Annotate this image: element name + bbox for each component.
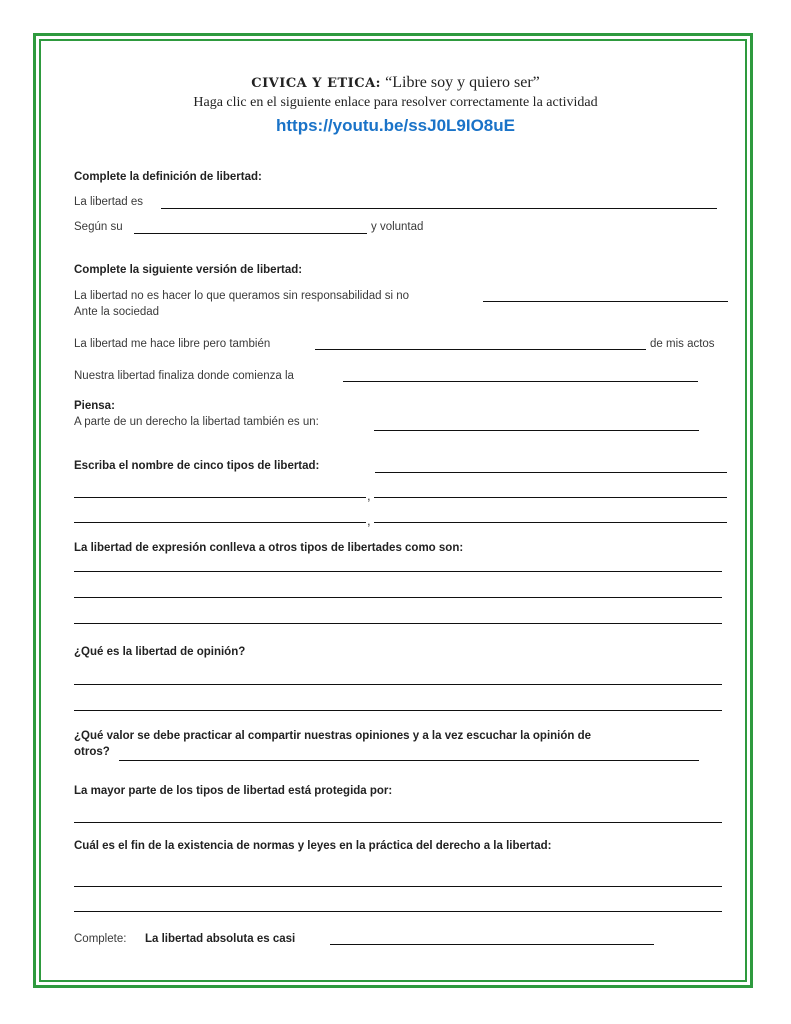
- q4-answer-line-2[interactable]: [74, 497, 366, 498]
- q6-answer-line-2[interactable]: [74, 710, 722, 711]
- q2-line1-label: La libertad no es hacer lo que queramos sin responsabilidad si no: [74, 290, 409, 302]
- q3-line1-label: A parte de un derecho la libertad también es un:: [74, 416, 319, 428]
- q2-line2-label: La libertad me hace libre pero también: [74, 338, 271, 350]
- worksheet-title: [0, 74, 791, 93]
- q4-answer-line-3[interactable]: [374, 497, 727, 498]
- q5-answer-line-2[interactable]: [74, 597, 722, 598]
- q5-answer-line-1[interactable]: [74, 571, 722, 572]
- subject-title: CIVICA Y ETICA:: [251, 76, 381, 91]
- q1-heading: Complete la definición de libertad:: [74, 171, 262, 183]
- q6-answer-line-1[interactable]: [74, 684, 722, 685]
- q4-heading: Escriba el nombre de cinco tipos de libertad:: [74, 460, 320, 472]
- q7-heading: ¿Qué valor se debe practicar al compartir nuestras opiniones y a la vez escuchar la opinión de: [74, 730, 592, 742]
- q7-heading-cont: otros?: [74, 746, 110, 758]
- q2-line3-label: Nuestra libertad finaliza donde comienza la: [74, 370, 294, 382]
- q2-line1-cont: Ante la sociedad: [74, 306, 160, 318]
- q1-answer-line-2[interactable]: [134, 233, 367, 234]
- q10-statement: La libertad absoluta es casi: [145, 933, 296, 945]
- q1-answer-line-1[interactable]: [161, 208, 717, 209]
- q3-heading: Piensa:: [74, 400, 115, 412]
- q5-answer-line-3[interactable]: [74, 623, 722, 624]
- q2-heading: Complete la siguiente versión de libertad:: [74, 264, 303, 276]
- q4-answer-line-4[interactable]: [74, 522, 366, 523]
- q2-line2-suffix: de mis actos: [650, 338, 715, 350]
- q4-comma-2: ,: [367, 513, 371, 528]
- q4-answer-line-5[interactable]: [374, 522, 727, 523]
- q9-heading: Cuál es el fin de la existencia de normas y leyes en la práctica del derecho a la libertad:: [74, 840, 552, 852]
- q6-heading: ¿Qué es la libertad de opinión?: [74, 646, 246, 658]
- q10-prefix: Complete:: [74, 933, 127, 945]
- q3-answer-line[interactable]: [374, 430, 699, 431]
- q2-answer-line-2[interactable]: [315, 349, 646, 350]
- q9-answer-line-2[interactable]: [74, 911, 722, 912]
- q1-line2-suffix: y voluntad: [371, 221, 424, 233]
- q9-answer-line-1[interactable]: [74, 886, 722, 887]
- q2-answer-line-1[interactable]: [483, 301, 728, 302]
- q1-line1-label: La libertad es: [74, 196, 144, 208]
- q4-answer-line-1[interactable]: [375, 472, 727, 473]
- q5-heading: La libertad de expresión conlleva a otros tipos de libertades como son:: [74, 542, 464, 554]
- q8-heading: La mayor parte de los tipos de libertad está protegida por:: [74, 785, 393, 797]
- q8-answer-line[interactable]: [74, 822, 722, 823]
- q4-comma-1: ,: [367, 488, 371, 503]
- q1-line2-label: Según su: [74, 221, 123, 233]
- q7-answer-line[interactable]: [119, 760, 699, 761]
- instruction-text: Haga clic en el siguiente enlace para resolver correctamente la actividad: [193, 95, 598, 110]
- topic-title: “Libre soy y quiero ser”: [385, 74, 540, 91]
- video-link[interactable]: https://youtu.be/ssJ0L9IO8uE: [276, 116, 515, 135]
- q10-answer-line[interactable]: [330, 944, 654, 945]
- q2-answer-line-3[interactable]: [343, 381, 698, 382]
